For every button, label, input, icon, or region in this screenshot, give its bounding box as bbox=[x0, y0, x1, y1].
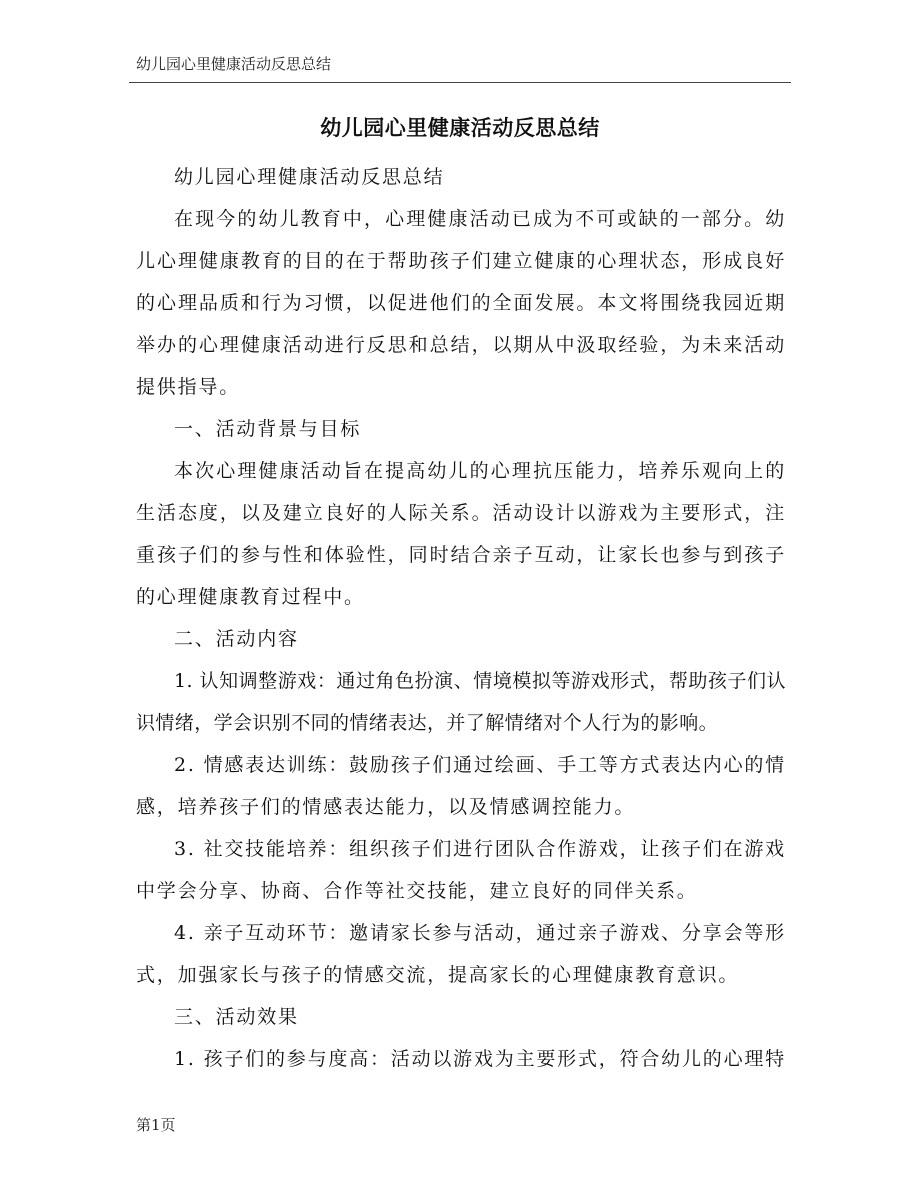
section-heading-content: 二、活动内容 bbox=[174, 628, 299, 650]
page-number: 第1页 bbox=[136, 1116, 176, 1134]
list-item-cognitive-games: 1. 认知调整游戏：通过角色扮演、情境模拟等游戏形式，帮助孩子们认识情绪，学会识别不同的情绪表达，并了解情绪对个人行为的影响。 bbox=[136, 670, 786, 734]
document-title: 幼儿园心里健康活动反思总结 bbox=[320, 116, 600, 140]
document-body bbox=[136, 156, 786, 1080]
list-item-participation: 1. 孩子们的参与度高：活动以游戏为主要形式，符合幼儿的心理特 bbox=[174, 1048, 786, 1070]
paragraph-intro: 在现今的幼儿教育中，心理健康活动已成为不可或缺的一部分。幼儿心理健康教育的目的在于帮助孩子们建立健康的心理状态，形成良好的心理品质和行为习惯，以促进他们的全面发展。本文将围绕我园近期举办的心理健康活动进行反思和总结，以期从中汲取经验，为未来活动提供指导。 bbox=[136, 208, 786, 398]
list-item-parent-child: 4. 亲子互动环节：邀请家长参与活动，通过亲子游戏、分享会等形式，加强家长与孩子的情感交流，提高家长的心理健康教育意识。 bbox=[136, 922, 786, 986]
section-heading-effects: 三、活动效果 bbox=[174, 1006, 299, 1028]
header-divider bbox=[129, 82, 791, 83]
running-header: 幼儿园心里健康活动反思总结 bbox=[136, 55, 332, 73]
section-heading-background: 一、活动背景与目标 bbox=[174, 418, 362, 440]
list-item-emotion-expression: 2. 情感表达训练：鼓励孩子们通过绘画、手工等方式表达内心的情感，培养孩子们的情感表达能力，以及情感调控能力。 bbox=[136, 754, 786, 818]
list-item-social-skills: 3. 社交技能培养：组织孩子们进行团队合作游戏，让孩子们在游戏中学会分享、协商、合作等社交技能，建立良好的同伴关系。 bbox=[136, 838, 786, 902]
paragraph-subtitle: 幼儿园心理健康活动反思总结 bbox=[174, 166, 445, 188]
paragraph-background: 本次心理健康活动旨在提高幼儿的心理抗压能力，培养乐观向上的生活态度，以及建立良好的人际关系。活动设计以游戏为主要形式，注重孩子们的参与性和体验性，同时结合亲子互动，让家长也参与到孩子的心理健康教育过程中。 bbox=[136, 460, 786, 608]
